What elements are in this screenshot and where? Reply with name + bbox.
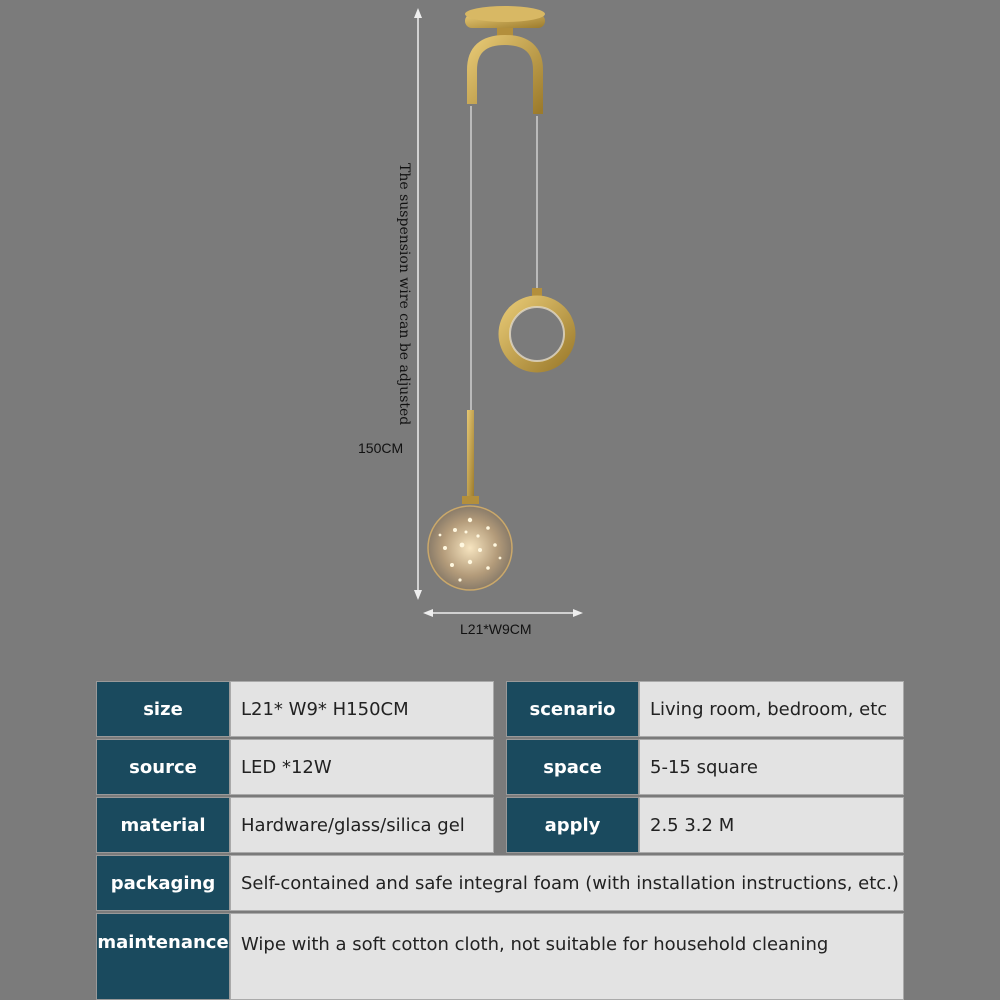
spec-row <box>506 739 904 795</box>
spec-row <box>96 855 904 911</box>
spec-value-space: 5-15 square <box>639 739 904 795</box>
spec-value-material: Hardware/glass/silica gel <box>230 797 494 853</box>
spec-key-apply: apply <box>506 797 639 853</box>
width-label: L21*W9CM <box>460 621 532 637</box>
spec-row <box>506 681 904 737</box>
height-dimension-line <box>414 8 422 600</box>
spec-key-space: space <box>506 739 639 795</box>
spec-value-scenario: Living room, bedroom, etc <box>639 681 904 737</box>
width-dimension-line <box>423 609 583 617</box>
spec-row <box>96 797 494 853</box>
adjustable-wire-note: The suspension wire can be adjusted <box>396 163 412 426</box>
spec-key-scenario: scenario <box>506 681 639 737</box>
spec-key-maintenance: maintenance <box>96 913 230 1000</box>
spec-row <box>96 681 494 737</box>
spec-row <box>96 913 904 1000</box>
spec-key-source: source <box>96 739 230 795</box>
spec-value-size: L21* W9* H150CM <box>230 681 494 737</box>
ring-pendant <box>504 288 570 367</box>
spec-row <box>506 797 904 853</box>
spec-value-packaging: Self-contained and safe integral foam (with installation instructions, etc.) <box>230 855 904 911</box>
spec-key-packaging: packaging <box>96 855 230 911</box>
spec-key-size: size <box>96 681 230 737</box>
spec-value-maintenance: Wipe with a soft cotton cloth, not suitable for household cleaning <box>230 913 904 1000</box>
arch-bracket <box>472 40 538 114</box>
spec-value-apply: 2.5 3.2 M <box>639 797 904 853</box>
height-label: 150CM <box>358 440 404 456</box>
spec-key-material: material <box>96 797 230 853</box>
glass-globe-pendant <box>428 506 512 590</box>
spec-row <box>96 739 494 795</box>
spec-value-source: LED *12W <box>230 739 494 795</box>
globe-rod <box>467 410 474 498</box>
